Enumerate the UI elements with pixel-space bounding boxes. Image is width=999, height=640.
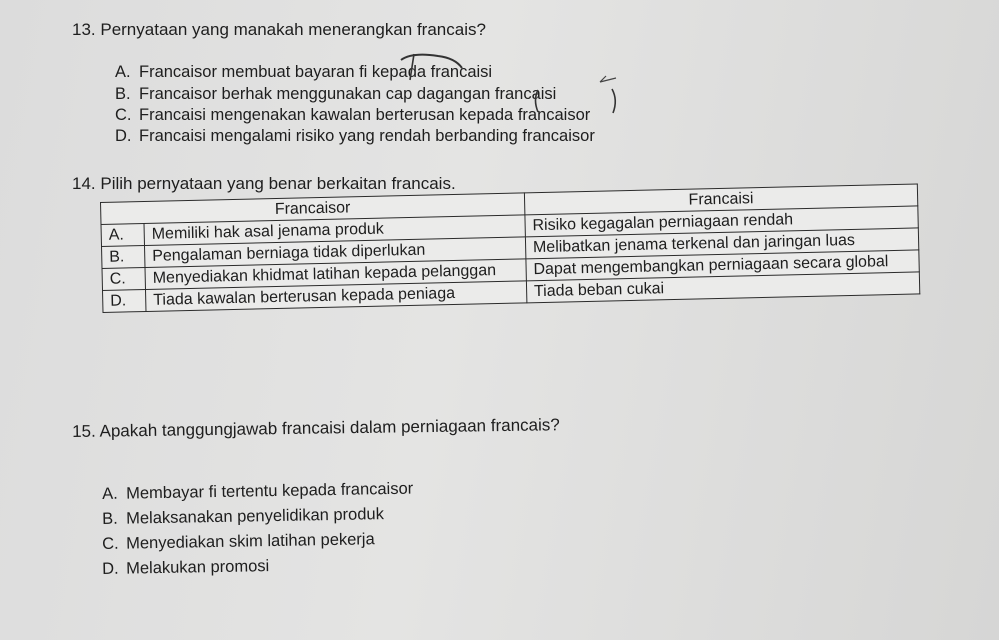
cell-francaisor: Memiliki hak asal jenama produk — [144, 215, 525, 246]
q15-option-b[interactable] — [102, 505, 384, 529]
q15-option-a[interactable] — [102, 480, 413, 504]
q15-option-d[interactable] — [102, 557, 269, 579]
comparison-table — [100, 183, 920, 313]
q13-option-d-text: Francaisi mengalami risiko yang rendah berbanding francaisor — [139, 127, 595, 145]
q13-option-d-letter: D. — [115, 127, 132, 145]
row-letter: C. — [102, 267, 145, 290]
q13-option-b-text: Francaisor berhak menggunakan cap dagangan francaisi — [139, 85, 557, 103]
q15-option-c-text: Menyediakan skim latihan pekerja — [125, 530, 375, 553]
q15-option-d-letter: D. — [102, 559, 119, 578]
header-francaisor: Francaisor — [101, 193, 525, 225]
q15-option-c-letter: C. — [102, 534, 119, 553]
cell-francaisor: Menyediakan khidmat latihan kepada pelanggan — [145, 259, 526, 290]
q15-option-d-text: Melakukan promosi — [125, 557, 270, 578]
q15-option-a-letter: A. — [102, 484, 118, 503]
q15-option-b-letter: B. — [102, 509, 118, 528]
cell-francaisor: Tiada kawalan berterusan kepada peniaga — [145, 281, 526, 312]
q15-option-a-text: Membayar fi tertentu kepada francaisor — [125, 479, 414, 503]
q15-option-c[interactable] — [102, 530, 375, 554]
cell-francaisor: Pengalaman berniaga tidak diperlukan — [144, 237, 525, 268]
cell-francaisi: Dapat mengembangkan perniagaan secara global — [526, 250, 920, 281]
question-14: 14. Pilih pernyataan yang benar berkaitan francais. — [72, 174, 456, 193]
q15-option-b-text: Melaksanakan penyelidikan produk — [125, 505, 385, 528]
q13-option-a-text: Francaisor membuat bayaran fi kepada francaisi — [139, 63, 493, 81]
q13-option-c-text: Francaisi mengenakan kawalan berterusan kepada francaisor — [139, 106, 591, 124]
q13-option-a-letter: A. — [115, 63, 131, 81]
q13-option-d[interactable] — [115, 127, 595, 146]
row-letter: B. — [102, 246, 145, 269]
question-13: 13. Pernyataan yang manakah menerangkan francais? — [72, 20, 486, 39]
q13-option-b-letter: B. — [115, 85, 131, 103]
q13-option-c-letter: C. — [115, 106, 132, 124]
q13-option-a[interactable] — [115, 63, 492, 82]
row-letter: D. — [103, 289, 146, 312]
header-francaisi: Francaisi — [524, 184, 918, 215]
q13-option-b[interactable] — [115, 85, 556, 104]
row-letter: A. — [101, 224, 144, 247]
cell-francaisi: Risiko kegagalan perniagaan rendah — [525, 206, 919, 237]
q13-option-c[interactable] — [115, 106, 590, 125]
cell-francaisi: Melibatkan jenama terkenal dan jaringan luas — [525, 228, 919, 259]
question-15: 15. Apakah tanggungjawab francaisi dalam perniagaan francais? — [72, 415, 560, 441]
cell-francaisi: Tiada beban cukai — [526, 272, 920, 303]
